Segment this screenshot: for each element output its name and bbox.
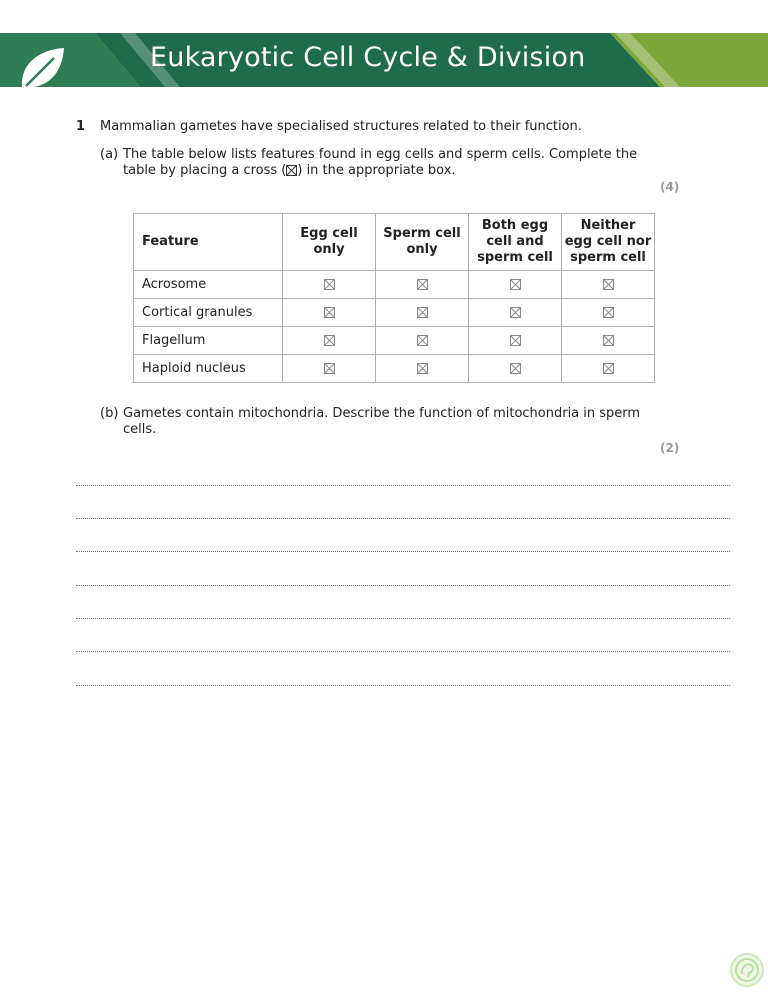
- page-title: Eukaryotic Cell Cycle & Division: [150, 42, 586, 73]
- cross-box-icon: [510, 279, 521, 290]
- row-feature-label: Haploid nucleus: [134, 355, 283, 383]
- cross-box-icon: [417, 307, 428, 318]
- header-feature: Feature: [134, 214, 283, 271]
- answer-checkbox[interactable]: [376, 271, 469, 299]
- cross-box-icon: [286, 165, 297, 176]
- cross-box-icon: [603, 363, 614, 374]
- cross-box-icon: [603, 307, 614, 318]
- table-row: [134, 327, 655, 355]
- answer-line[interactable]: [76, 685, 730, 686]
- part-a-marks: (4): [660, 180, 680, 194]
- answer-checkbox[interactable]: [562, 271, 655, 299]
- answer-line[interactable]: [76, 585, 730, 586]
- question-number: 1: [76, 119, 86, 134]
- table-row: [134, 299, 655, 327]
- answer-checkbox[interactable]: [469, 299, 562, 327]
- answer-checkbox[interactable]: [562, 299, 655, 327]
- answer-line[interactable]: [76, 551, 730, 552]
- header-egg-only: Egg cell only: [283, 214, 376, 271]
- brain-logo-icon: [729, 952, 765, 988]
- answer-line[interactable]: [76, 485, 730, 486]
- part-a-text-before: The table below lists features found in egg cells and sperm cells. Complete the table by placing a cross (: [123, 147, 638, 178]
- header-banner: [0, 0, 768, 100]
- header-both: Both egg cell and sperm cell: [469, 214, 562, 271]
- part-a-text: [123, 147, 653, 179]
- cross-box-icon: [324, 307, 335, 318]
- cross-box-icon: [417, 363, 428, 374]
- answer-checkbox[interactable]: [469, 271, 562, 299]
- answer-line[interactable]: [76, 618, 730, 619]
- answer-line[interactable]: [76, 651, 730, 652]
- cross-box-icon: [324, 335, 335, 346]
- part-b-text: Gametes contain mitochondria. Describe the function of mitochondria in sperm cells.: [123, 406, 641, 437]
- answer-checkbox[interactable]: [283, 271, 376, 299]
- cross-box-icon: [510, 363, 521, 374]
- row-feature-label: Cortical granules: [134, 299, 283, 327]
- leaf-icon: [14, 40, 74, 100]
- answer-checkbox[interactable]: [376, 327, 469, 355]
- answer-checkbox[interactable]: [376, 299, 469, 327]
- cross-box-icon: [324, 279, 335, 290]
- answer-checkbox[interactable]: [376, 355, 469, 383]
- cross-box-icon: [510, 335, 521, 346]
- cross-box-icon: [603, 279, 614, 290]
- answer-checkbox[interactable]: [562, 355, 655, 383]
- answer-checkbox[interactable]: [562, 327, 655, 355]
- cross-box-icon: [603, 335, 614, 346]
- answer-line[interactable]: [76, 518, 730, 519]
- table-row: [134, 271, 655, 299]
- part-a-label: (a): [100, 147, 119, 162]
- cross-box-icon: [417, 279, 428, 290]
- row-feature-label: Acrosome: [134, 271, 283, 299]
- question-text: Mammalian gametes have specialised structures related to their function.: [100, 119, 582, 134]
- table-header-row: [134, 214, 655, 271]
- cross-box-icon: [417, 335, 428, 346]
- answer-checkbox[interactable]: [283, 355, 376, 383]
- cross-box-icon: [324, 363, 335, 374]
- row-feature-label: Flagellum: [134, 327, 283, 355]
- answer-checkbox[interactable]: [469, 327, 562, 355]
- header-sperm-only: Sperm cell only: [376, 214, 469, 271]
- part-a-text-after: ) in the appropriate box.: [297, 163, 456, 178]
- part-b-marks: (2): [660, 441, 680, 455]
- header-neither: Neither egg cell nor sperm cell: [562, 214, 655, 271]
- part-b-label: (b): [100, 406, 119, 421]
- table-row: [134, 355, 655, 383]
- features-table: [133, 213, 655, 383]
- answer-checkbox[interactable]: [283, 299, 376, 327]
- answer-checkbox[interactable]: [283, 327, 376, 355]
- cross-box-icon: [510, 307, 521, 318]
- answer-checkbox[interactable]: [469, 355, 562, 383]
